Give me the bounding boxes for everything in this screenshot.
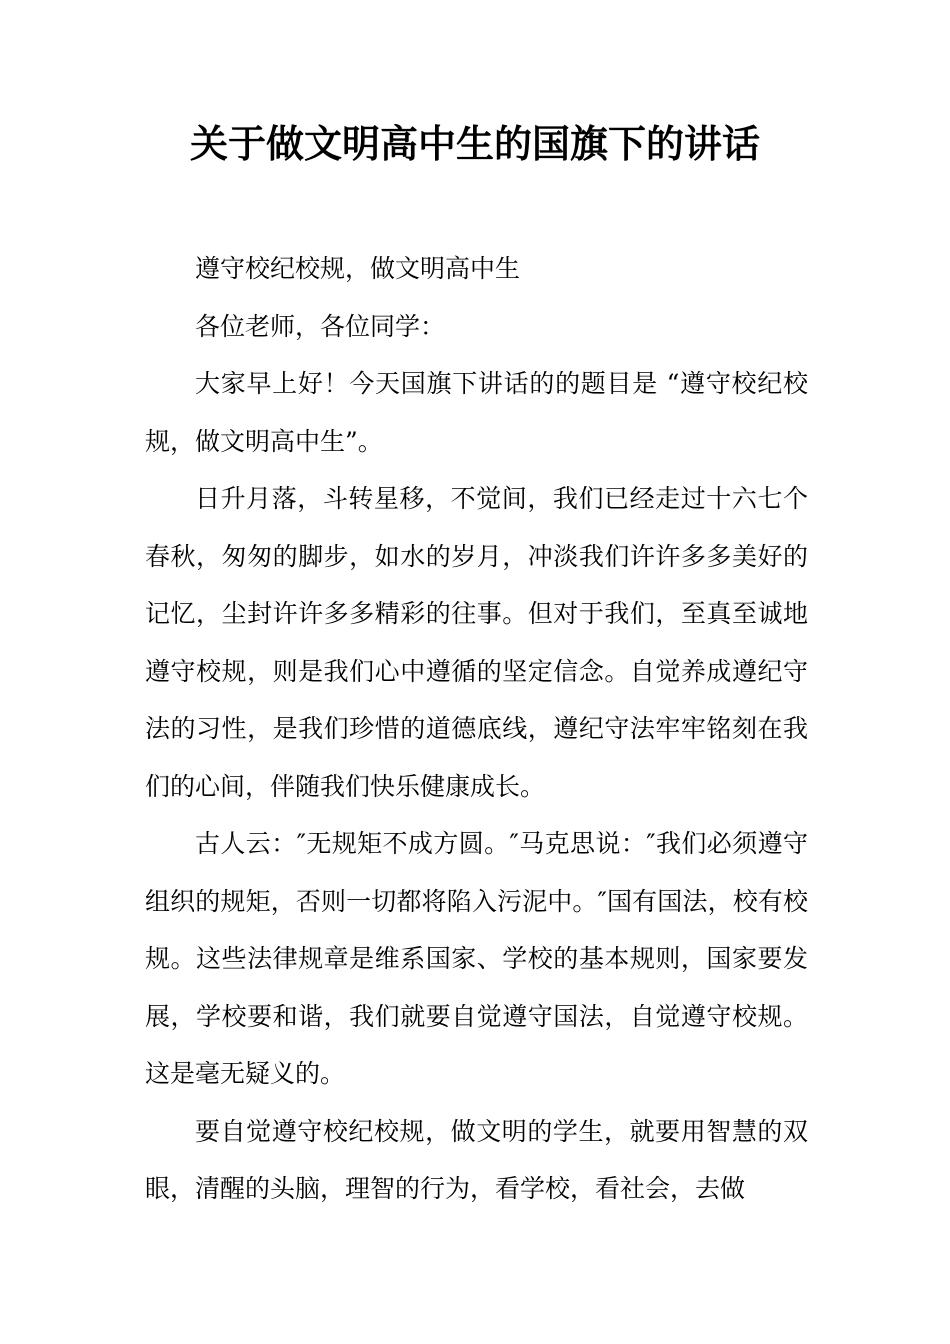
paragraph-body-2: 古人云：″无规矩不成方圆。″马克思说：″我们必须遵守组织的规矩，否则一切都将陷入污泥中。″国有国法，校有校规。这些法律规章是维系国家、学校的基本规则，国家要发展，学校要和谐，我们就要自觉遵守国法，自觉遵守校规。这是毫无疑义的。 (145, 829, 808, 1088)
paragraph-salutation: 各位老师，各位同学： (195, 311, 446, 341)
paragraph-greeting: 大家早上好！今天国旗下讲话的的题目是 “遵守校纪校规，做文明高中生”。 (145, 369, 808, 456)
paragraph-subtitle: 遵守校纪校规，做文明高中生 (195, 254, 521, 283)
paragraph-body-3: 要自觉遵守校纪校规，做文明的学生，就要用智慧的双眼，清醒的头脑，理智的行为，看学校，看社会，去做 (145, 1116, 808, 1203)
document-body (145, 240, 808, 1218)
document-title: 关于做文明高中生的国旗下的讲话 (189, 121, 760, 166)
paragraph-body-1: 日升月落，斗转星移，不觉间，我们已经走过十六七个春秋，匆匆的脚步，如水的岁月，冲淡我们许许多多美好的记忆，尘封许许多多精彩的往事。但对于我们，至真至诚地遵守校规，则是我们心中遵循的坚定信念。自觉养成遵纪守法的习性，是我们珍惜的道德底线，遵纪守法牢牢铭刻在我们的心间，伴随我们快乐健康成长。 (145, 484, 808, 801)
